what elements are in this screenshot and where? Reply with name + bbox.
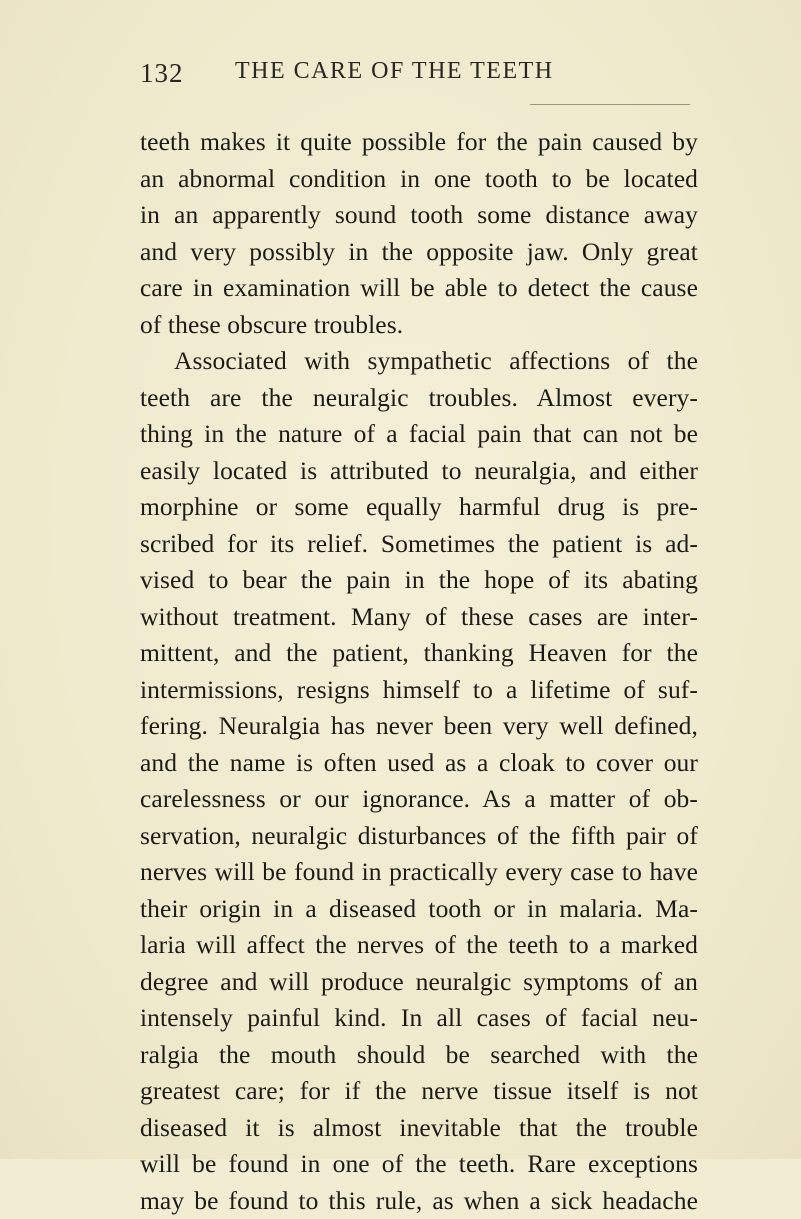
text-line: diseased it is almost inevitable that the trouble — [140, 1110, 698, 1147]
text-line: in an apparently sound tooth some distance away — [140, 197, 698, 234]
text-line: intermissions, resigns himself to a lifetime of suf- — [140, 672, 698, 709]
text-line: degree and will produce neuralgic symptoms of an — [140, 964, 698, 1001]
text-line: scribed for its relief. Sometimes the patient is ad- — [140, 526, 698, 563]
text-line: of these obscure troubles. — [140, 307, 698, 344]
text-line: nerves will be found in practically every case to have — [140, 854, 698, 891]
text-line: greatest care; for if the nerve tissue itself is not — [140, 1073, 698, 1110]
text-line: mittent, and the patient, thanking Heaven for the — [140, 635, 698, 672]
text-line: easily located is attributed to neuralgia, and either — [140, 453, 698, 490]
text-line: servation, neuralgic disturbances of the fifth pair of — [140, 818, 698, 855]
text-line: teeth makes it quite possible for the pain caused by — [140, 124, 698, 161]
body-text — [140, 124, 698, 1219]
text-line: fering. Neuralgia has never been very well defined, — [140, 708, 698, 745]
text-line: vised to bear the pain in the hope of its abating — [140, 562, 698, 599]
text-line: laria will affect the nerves of the teeth to a marked — [140, 927, 698, 964]
text-line: and the name is often used as a cloak to cover our — [140, 745, 698, 782]
text-line: care in examination will be able to detect the cause — [140, 270, 698, 307]
paragraph-start-line: Associated with sympathetic affections of the — [140, 343, 698, 380]
header-rule — [530, 104, 690, 105]
text-line: may be found to this rule, as when a sick headache — [140, 1183, 698, 1219]
text-line: intensely painful kind. In all cases of facial neu- — [140, 1000, 698, 1037]
page-number: 132 — [140, 58, 184, 89]
text-line: without treatment. Many of these cases are inter- — [140, 599, 698, 636]
running-head — [140, 58, 700, 92]
text-line: carelessness or our ignorance. As a matter of ob- — [140, 781, 698, 818]
running-title: THE CARE OF THE TEETH — [235, 58, 554, 85]
text-line: and very possibly in the opposite jaw. Only great — [140, 234, 698, 271]
text-line: an abnormal condition in one tooth to be located — [140, 161, 698, 198]
text-line: will be found in one of the teeth. Rare exceptions — [140, 1146, 698, 1183]
text-line: teeth are the neuralgic troubles. Almost every- — [140, 380, 698, 417]
text-line: their origin in a diseased tooth or in malaria. Ma- — [140, 891, 698, 928]
text-line: ralgia the mouth should be searched with the — [140, 1037, 698, 1074]
text-line: morphine or some equally harmful drug is pre- — [140, 489, 698, 526]
text-line: thing in the nature of a facial pain that can not be — [140, 416, 698, 453]
